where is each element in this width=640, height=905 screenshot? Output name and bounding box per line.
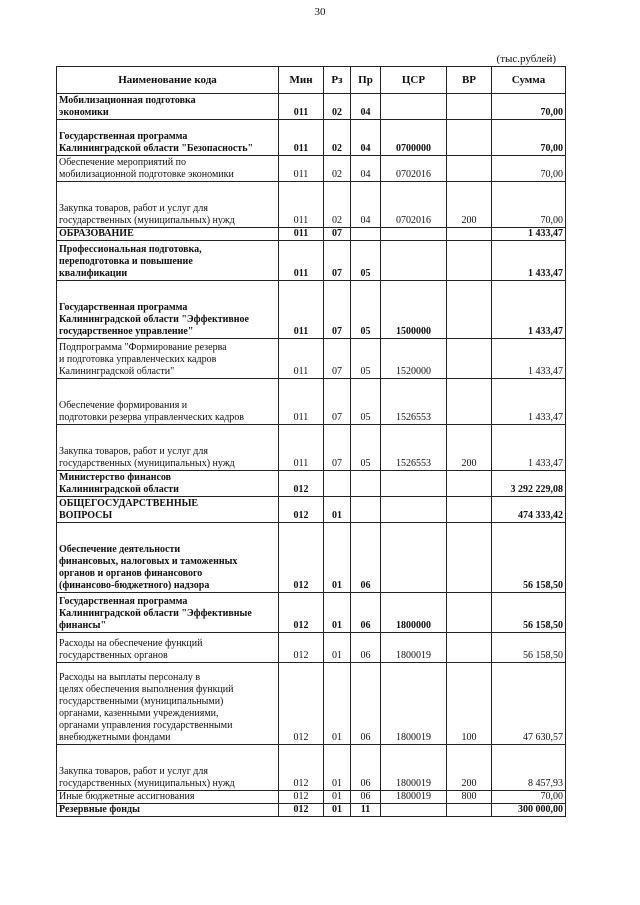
- cell-min: 011: [279, 120, 324, 156]
- cell-name: Обеспечение деятельности финансовых, налоговых и таможенных органов и органов финансового (финансово-бюджетного) надзора: [57, 523, 279, 593]
- cell-csr: 0702016: [381, 156, 447, 182]
- cell-rz: 01: [324, 593, 351, 633]
- cell-vr: [447, 523, 492, 593]
- cell-csr: [381, 241, 447, 281]
- cell-csr: 0700000: [381, 120, 447, 156]
- cell-csr: [381, 804, 447, 817]
- cell-sum: 47 630,57: [492, 663, 566, 745]
- cell-name: Министерство финансов Калининградской области: [57, 471, 279, 497]
- cell-vr: [447, 241, 492, 281]
- cell-min: 011: [279, 228, 324, 241]
- table-row: [57, 745, 566, 791]
- cell-name: Государственная программа Калининградской области "Эффективное государственное управление": [57, 281, 279, 339]
- table-row: [57, 94, 566, 120]
- cell-rz: 07: [324, 228, 351, 241]
- cell-min: 011: [279, 156, 324, 182]
- cell-pr: 05: [351, 425, 381, 471]
- cell-name: Расходы на обеспечение функций государственных органов: [57, 633, 279, 663]
- cell-sum: 70,00: [492, 156, 566, 182]
- cell-rz: [324, 471, 351, 497]
- cell-min: 011: [279, 379, 324, 425]
- table-row: [57, 156, 566, 182]
- cell-vr: [447, 633, 492, 663]
- cell-rz: 07: [324, 339, 351, 379]
- cell-vr: [447, 379, 492, 425]
- cell-name: Расходы на выплаты персоналу в целях обеспечения выполнения функций государственными (муниципальными) органами, казенными учреждениями, органами управления государственными внебюджетными фондами: [57, 663, 279, 745]
- table-row: [57, 497, 566, 523]
- cell-sum: 300 000,00: [492, 804, 566, 817]
- cell-vr: [447, 593, 492, 633]
- cell-name: Закупка товаров, работ и услуг для государственных (муниципальных) нужд: [57, 745, 279, 791]
- table-row: [57, 523, 566, 593]
- cell-min: 012: [279, 804, 324, 817]
- cell-rz: 07: [324, 281, 351, 339]
- cell-csr: 1520000: [381, 339, 447, 379]
- cell-vr: 800: [447, 791, 492, 804]
- cell-min: 011: [279, 241, 324, 281]
- cell-rz: 02: [324, 120, 351, 156]
- cell-min: 012: [279, 791, 324, 804]
- cell-rz: 02: [324, 94, 351, 120]
- cell-pr: 04: [351, 156, 381, 182]
- cell-rz: 07: [324, 379, 351, 425]
- header-sum: Сумма: [492, 67, 566, 94]
- cell-rz: 07: [324, 425, 351, 471]
- cell-min: 011: [279, 281, 324, 339]
- cell-rz: 01: [324, 663, 351, 745]
- cell-sum: 1 433,47: [492, 241, 566, 281]
- cell-name: Закупка товаров, работ и услуг для государственных (муниципальных) нужд: [57, 425, 279, 471]
- cell-sum: 1 433,47: [492, 281, 566, 339]
- cell-sum: 1 433,47: [492, 228, 566, 241]
- cell-name: ОБЩЕГОСУДАРСТВЕННЫЕ ВОПРОСЫ: [57, 497, 279, 523]
- cell-rz: 01: [324, 523, 351, 593]
- cell-rz: 01: [324, 497, 351, 523]
- cell-csr: [381, 228, 447, 241]
- cell-pr: 06: [351, 791, 381, 804]
- header-row: [57, 67, 566, 94]
- table-row: [57, 663, 566, 745]
- cell-sum: 70,00: [492, 120, 566, 156]
- cell-min: 012: [279, 633, 324, 663]
- table-row: [57, 379, 566, 425]
- cell-pr: 05: [351, 241, 381, 281]
- cell-vr: [447, 804, 492, 817]
- header-vr: ВР: [447, 67, 492, 94]
- cell-pr: 06: [351, 523, 381, 593]
- cell-pr: 06: [351, 633, 381, 663]
- cell-rz: 02: [324, 156, 351, 182]
- cell-csr: 1800019: [381, 745, 447, 791]
- cell-name: Обеспечение мероприятий по мобилизационной подготовке экономики: [57, 156, 279, 182]
- cell-sum: 56 158,50: [492, 523, 566, 593]
- cell-min: 012: [279, 663, 324, 745]
- cell-min: 011: [279, 339, 324, 379]
- table-row: [57, 593, 566, 633]
- table-row: [57, 228, 566, 241]
- cell-csr: [381, 471, 447, 497]
- cell-sum: 3 292 229,08: [492, 471, 566, 497]
- cell-vr: [447, 339, 492, 379]
- cell-name: Закупка товаров, работ и услуг для государственных (муниципальных) нужд: [57, 182, 279, 228]
- cell-name: Иные бюджетные ассигнования: [57, 791, 279, 804]
- table-row: [57, 804, 566, 817]
- cell-csr: 1500000: [381, 281, 447, 339]
- cell-vr: [447, 94, 492, 120]
- cell-vr: [447, 228, 492, 241]
- table-row: [57, 281, 566, 339]
- cell-pr: 04: [351, 182, 381, 228]
- cell-name: Государственная программа Калининградской области "Безопасность": [57, 120, 279, 156]
- cell-name: Профессиональная подготовка, переподготовка и повышение квалификации: [57, 241, 279, 281]
- header-rz: Рз: [324, 67, 351, 94]
- cell-sum: 8 457,93: [492, 745, 566, 791]
- cell-name: Резервные фонды: [57, 804, 279, 817]
- cell-sum: 70,00: [492, 94, 566, 120]
- units-note: (тыс.рублей): [496, 53, 556, 65]
- cell-vr: [447, 281, 492, 339]
- cell-pr: [351, 471, 381, 497]
- cell-rz: 07: [324, 241, 351, 281]
- cell-name: ОБРАЗОВАНИЕ: [57, 228, 279, 241]
- cell-pr: 11: [351, 804, 381, 817]
- cell-min: 011: [279, 425, 324, 471]
- cell-min: 011: [279, 94, 324, 120]
- cell-pr: [351, 228, 381, 241]
- cell-sum: 1 433,47: [492, 425, 566, 471]
- cell-pr: 06: [351, 745, 381, 791]
- cell-vr: 200: [447, 745, 492, 791]
- cell-rz: 02: [324, 182, 351, 228]
- cell-min: 012: [279, 593, 324, 633]
- cell-pr: 05: [351, 379, 381, 425]
- cell-csr: [381, 497, 447, 523]
- cell-pr: 04: [351, 94, 381, 120]
- cell-sum: 70,00: [492, 791, 566, 804]
- cell-csr: 1526553: [381, 425, 447, 471]
- cell-pr: 06: [351, 593, 381, 633]
- cell-vr: [447, 120, 492, 156]
- page-number: 30: [314, 6, 326, 18]
- cell-min: 012: [279, 471, 324, 497]
- cell-csr: 1800019: [381, 633, 447, 663]
- cell-vr: 200: [447, 425, 492, 471]
- table-row: [57, 425, 566, 471]
- cell-name: Обеспечение формирования и подготовки резерва управленческих кадров: [57, 379, 279, 425]
- cell-vr: [447, 497, 492, 523]
- cell-vr: [447, 156, 492, 182]
- cell-vr: 200: [447, 182, 492, 228]
- cell-pr: 04: [351, 120, 381, 156]
- cell-min: 012: [279, 745, 324, 791]
- cell-sum: 474 333,42: [492, 497, 566, 523]
- cell-pr: 06: [351, 663, 381, 745]
- cell-pr: [351, 497, 381, 523]
- cell-rz: 01: [324, 791, 351, 804]
- cell-vr: [447, 471, 492, 497]
- cell-csr: 0702016: [381, 182, 447, 228]
- cell-vr: 100: [447, 663, 492, 745]
- cell-csr: 1800019: [381, 791, 447, 804]
- cell-csr: 1526553: [381, 379, 447, 425]
- table-row: [57, 791, 566, 804]
- cell-name: Государственная программа Калининградской области "Эффективные финансы": [57, 593, 279, 633]
- table-row: [57, 182, 566, 228]
- cell-csr: 1800000: [381, 593, 447, 633]
- cell-csr: [381, 94, 447, 120]
- cell-sum: 70,00: [492, 182, 566, 228]
- cell-min: 011: [279, 182, 324, 228]
- cell-pr: 05: [351, 339, 381, 379]
- table-row: [57, 120, 566, 156]
- cell-pr: 05: [351, 281, 381, 339]
- table-row: [57, 339, 566, 379]
- header-pr: Пр: [351, 67, 381, 94]
- header-csr: ЦСР: [381, 67, 447, 94]
- table-row: [57, 633, 566, 663]
- cell-csr: [381, 523, 447, 593]
- cell-sum: 56 158,50: [492, 633, 566, 663]
- header-name: Наименование кода: [57, 67, 279, 94]
- cell-sum: 1 433,47: [492, 339, 566, 379]
- cell-sum: 56 158,50: [492, 593, 566, 633]
- header-min: Мин: [279, 67, 324, 94]
- cell-name: Мобилизационная подготовка экономики: [57, 94, 279, 120]
- cell-rz: 01: [324, 745, 351, 791]
- cell-rz: 01: [324, 804, 351, 817]
- table-row: [57, 471, 566, 497]
- cell-min: 012: [279, 523, 324, 593]
- cell-sum: 1 433,47: [492, 379, 566, 425]
- cell-min: 012: [279, 497, 324, 523]
- table-row: [57, 241, 566, 281]
- cell-csr: 1800019: [381, 663, 447, 745]
- cell-rz: 01: [324, 633, 351, 663]
- budget-table: [56, 66, 566, 817]
- cell-name: Подпрограмма "Формирование резерва и подготовка управленческих кадров Калининградской области": [57, 339, 279, 379]
